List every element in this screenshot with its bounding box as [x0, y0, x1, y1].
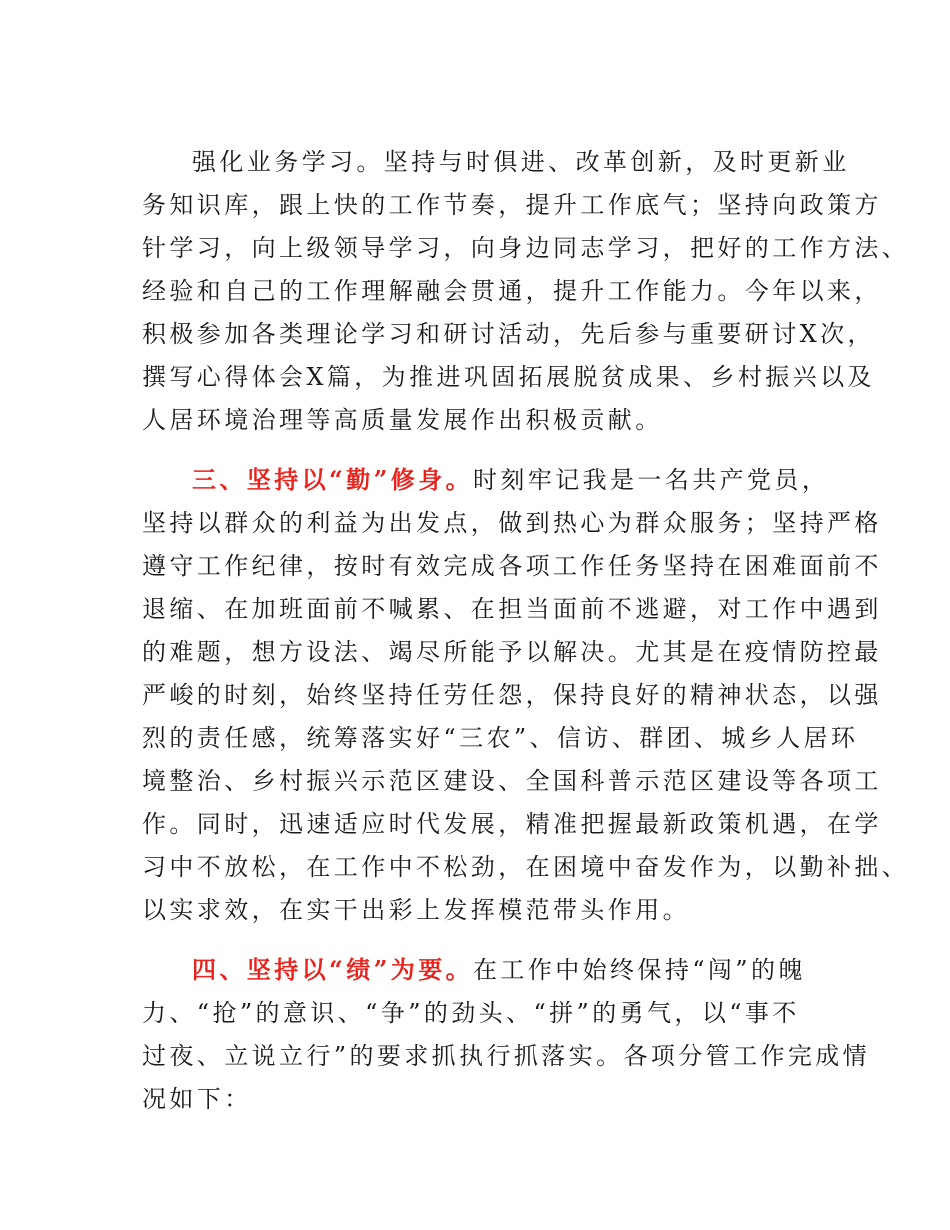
- section4-line-3: 过夜、立说立行”的要求抓执行抓落实。各项分管工作完成情: [142, 1042, 871, 1070]
- section3-line-8: 境整治、乡村振兴示范区建设、全国科普示范区建设等各项工: [142, 767, 882, 795]
- section4-heading: 四、坚持以“绩”为要。: [192, 955, 474, 984]
- section3-line-3: 遵守工作纪律，按时有效完成各项工作任务坚持在困难面前不: [142, 552, 882, 580]
- section3-first-line-text: 时刻牢记我是一名共产党员，: [473, 466, 830, 494]
- paragraph1-line-4: 经验和自己的工作理解融会贯通，提升工作能力。今年以来，: [142, 277, 882, 305]
- paragraph1-line-1: 强化业务学习。坚持与时俱进、改革创新，及时更新业: [192, 148, 850, 176]
- paragraph1-line-5: 积极参加各类理论学习和研讨活动，先后参与重要研讨X次，: [142, 320, 875, 348]
- paragraph1-line-7: 人居环境治理等高质量发展作出积极贡献。: [142, 406, 663, 434]
- paragraph1-line-3: 针学习，向上级领导学习，向身边同志学习，把好的工作方法、: [142, 234, 910, 262]
- section3-line-10: 习中不放松，在工作中不松劲，在困境中奋发作为，以勤补拙、: [142, 853, 910, 881]
- section4-line-2: 力、“抢”的意识、“争”的劲头、“拼”的勇气，以“事不: [142, 999, 800, 1027]
- section4-first-line-text: 在工作中始终保持“闯”的魄: [473, 956, 806, 984]
- section3-line-4: 退缩、在加班面前不喊累、在担当面前不逃避，对工作中遇到: [142, 595, 882, 623]
- section3-line-11: 以实求效，在实干出彩上发挥模范带头作用。: [142, 896, 690, 924]
- section4-line-4: 况如下：: [142, 1085, 252, 1113]
- section3-line-6: 严峻的时刻，始终坚持任劳任怨，保持良好的精神状态，以强: [142, 681, 882, 709]
- section3-heading: 三、坚持以“勤”修身。: [192, 465, 474, 494]
- section3-line-7: 烈的责任感，统筹落实好“三农”、信访、群团、城乡人居环: [142, 724, 859, 752]
- section4-first-line: [192, 953, 806, 987]
- paragraph1-line-2: 务知识库，跟上快的工作节奏，提升工作底气；坚持向政策方: [142, 191, 882, 219]
- section3-line-9: 作。同时，迅速适应时代发展，精准把握最新政策机遇，在学: [142, 810, 882, 838]
- section3-line-2: 坚持以群众的利益为出发点，做到热心为群众服务；坚持严格: [142, 509, 882, 537]
- section3-first-line: [192, 463, 829, 497]
- section3-line-5: 的难题，想方设法、竭尽所能予以解决。尤其是在疫情防控最: [142, 638, 882, 666]
- paragraph1-line-6: 撰写心得体会X篇，为推进巩固拓展脱贫成果、乡村振兴以及: [142, 363, 875, 391]
